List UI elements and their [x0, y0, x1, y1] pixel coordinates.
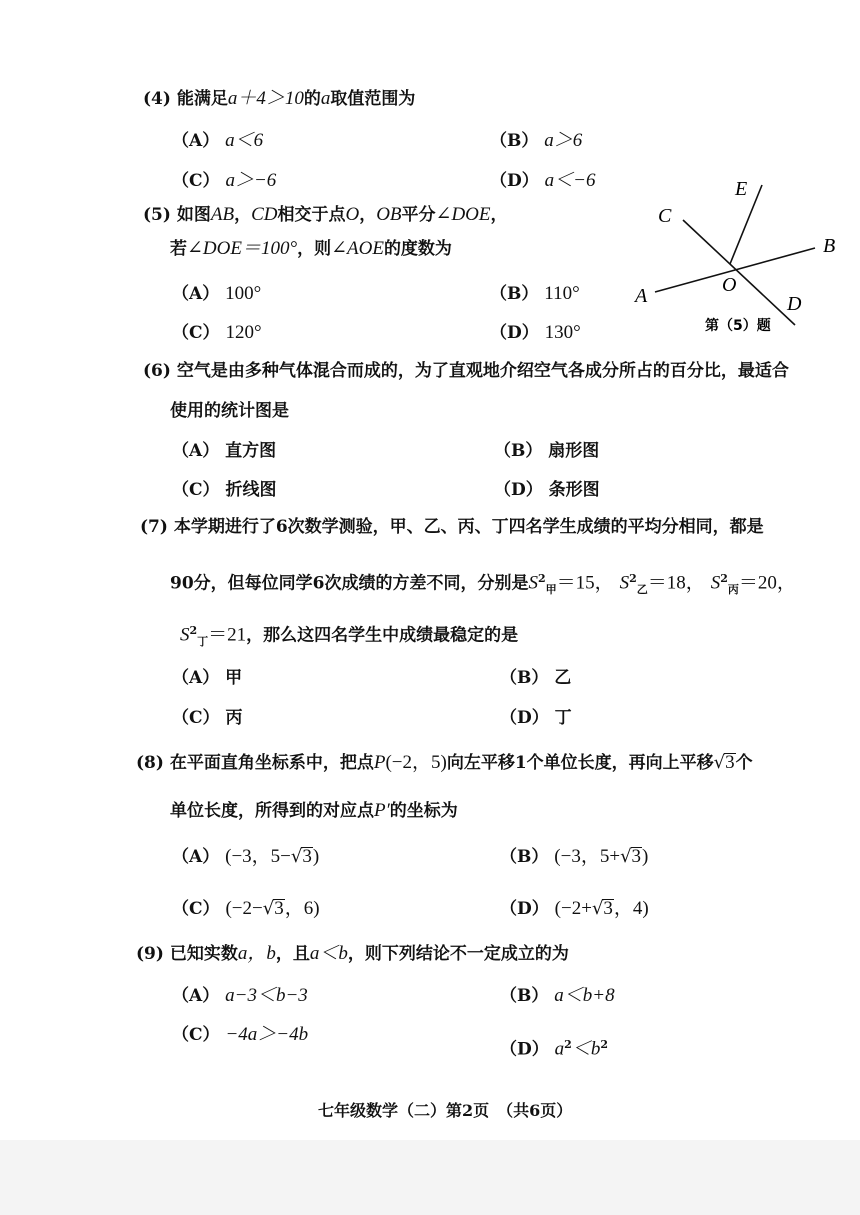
q8-option-d: （D） (−2+√3，4) — [500, 898, 649, 919]
q5-option-c: （C） 120° — [172, 322, 262, 343]
q6-option-d: （D） 条形图 — [494, 480, 600, 500]
q6-stem-line1: (6) 空气是由多种气体混合而成的，为了直观地介绍空气各成分所占的百分比，最适合 — [143, 361, 789, 381]
q9-stem: (9) 已知实数a，b，且a＜b，则下列结论不一定成立的为 — [136, 943, 569, 964]
q6-stem-line2: 使用的统计图是 — [170, 401, 289, 421]
q7-option-b: （B） 乙 — [500, 668, 572, 688]
label-d: D — [787, 293, 802, 315]
figure-caption: 第（5）题 — [705, 318, 771, 334]
q6-option-c: （C） 折线图 — [172, 480, 277, 500]
q4-stem: (4) 能满足a＋4＞10的a取值范围为 — [143, 88, 416, 109]
q9-option-d: （D） $a^2<b^2$ — [500, 1038, 608, 1060]
q7-option-a: （A） 甲 — [172, 668, 243, 688]
label-a: A — [635, 285, 648, 307]
q5-option-d: （D） 130° — [490, 322, 581, 343]
label-o: O — [722, 274, 737, 296]
q5-stem-line1: (5) 如图AB，CD相交于点O，OB平分∠DOE， — [143, 204, 508, 225]
q7-stem-line2: 90分，但每位同学6次成绩的方差不同，分别是$S^2_甲=15$， $S^2_乙=18$， $S^2_丙=20$， — [170, 572, 796, 597]
q7-option-d: （D） 丁 — [500, 708, 572, 728]
q4-option-d: （D） a＜−6 — [490, 170, 596, 191]
q9-option-a: （A） a−3＜b−3 — [172, 985, 308, 1006]
q9-option-b: （B） a＜b+8 — [500, 985, 615, 1006]
q5-stem-line2: 若∠DOE＝100°，则∠AOE的度数为 — [170, 238, 452, 259]
label-c: C — [658, 205, 672, 227]
q8-option-a: （A） (−3，5−√3) — [172, 846, 320, 867]
q5-figure — [625, 170, 850, 340]
q8-stem-line2: 单位长度，所得到的对应点P′的坐标为 — [170, 800, 458, 821]
q6-option-a: （A） 直方图 — [172, 441, 277, 461]
q8-option-b: （B） (−3，5+√3) — [500, 846, 649, 867]
q7-stem-line1: (7) 本学期进行了6次数学测验，甲、乙、丙、丁四名学生成绩的平均分相同，都是 — [140, 517, 764, 537]
q7-stem-line3: $S^2_丁=21$，那么这四名学生中成绩最稳定的是 — [180, 624, 519, 649]
page-footer: 七年级数学（二）第2页 （共6页） — [318, 1101, 573, 1120]
q6-option-b: （B） 扇形图 — [494, 441, 600, 461]
page-bottom-margin — [0, 1140, 860, 1215]
label-b: B — [823, 235, 836, 257]
line-cd — [683, 220, 795, 325]
q8-option-c: （C） (−2−√3，6) — [172, 898, 320, 919]
q5-option-a: （A） 100° — [172, 283, 262, 304]
q7-option-c: （C） 丙 — [172, 708, 243, 728]
q4-option-a: （A） a＜6 — [172, 130, 264, 151]
q8-stem-line1: (8) 在平面直角坐标系中，把点P(−2，5)向左平移1个单位长度，再向上平移√3个 — [136, 752, 753, 773]
q4-option-b: （B） a＞6 — [490, 130, 583, 151]
label-e: E — [735, 178, 748, 200]
q4-option-c: （C） a＞−6 — [172, 170, 277, 191]
q9-option-c: （C） −4a＞−4b — [172, 1024, 309, 1045]
q5-option-b: （B） 110° — [490, 283, 580, 304]
